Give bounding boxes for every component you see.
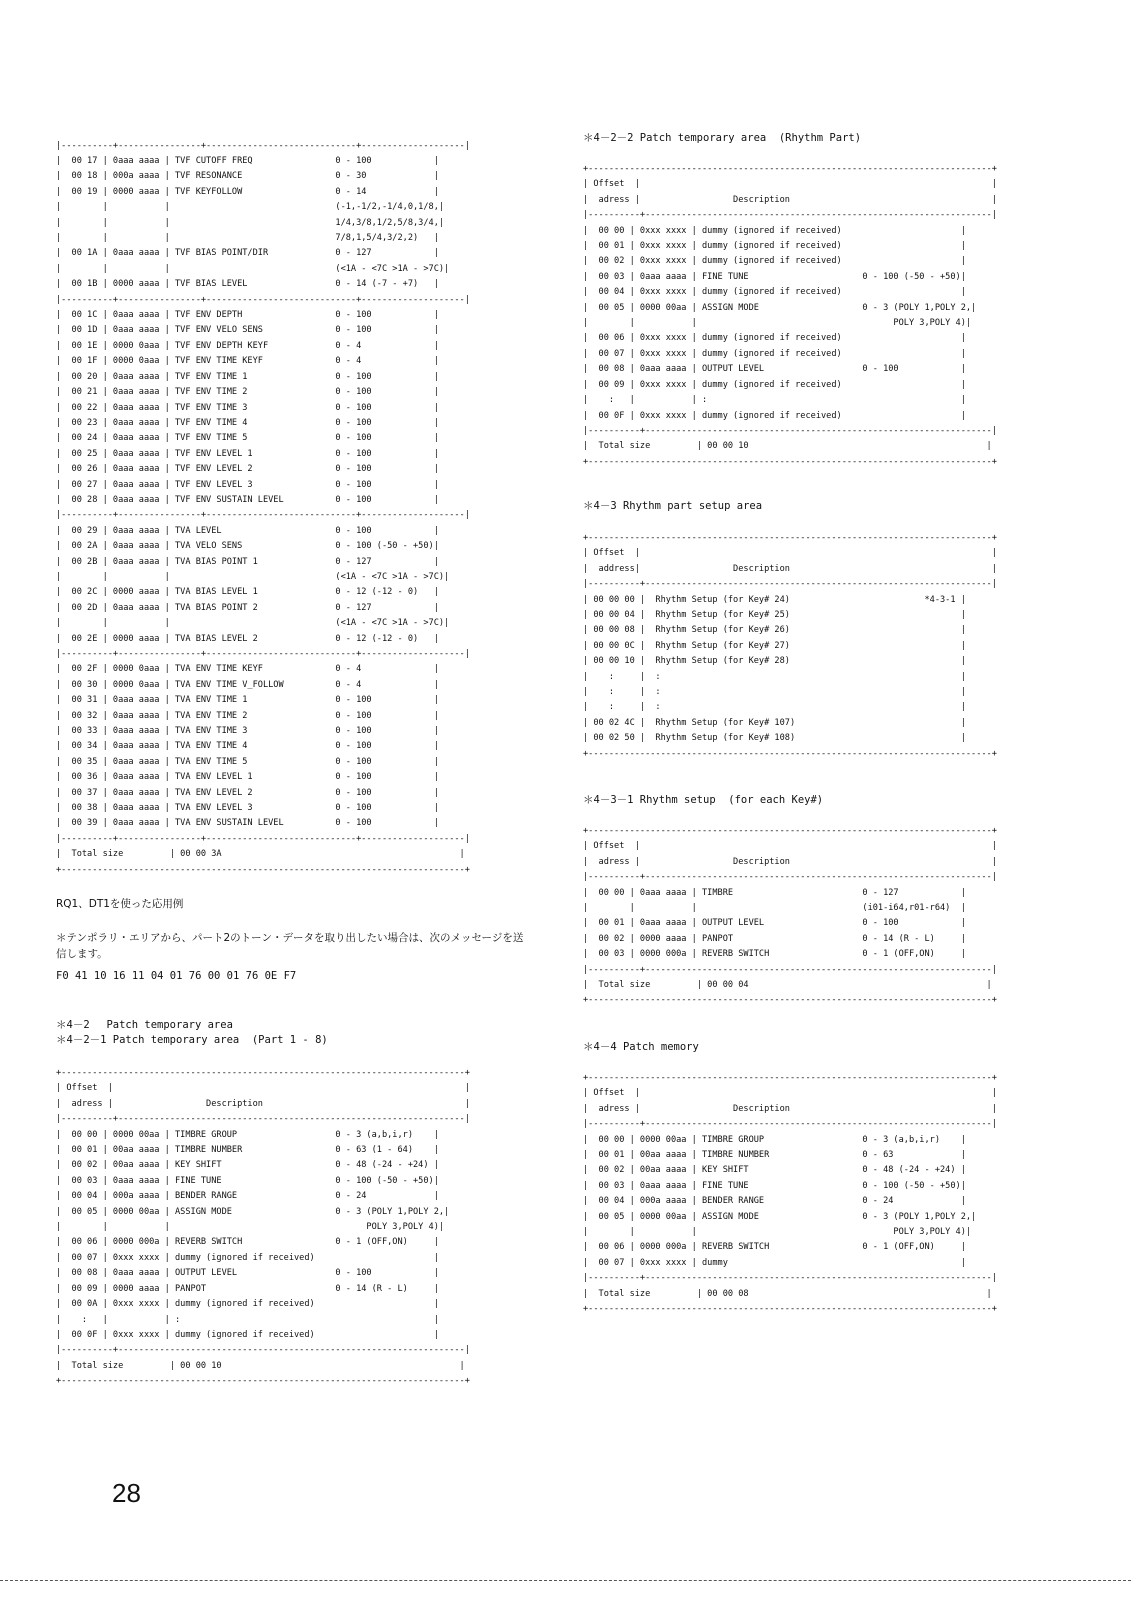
bottom-rule — [0, 1580, 1131, 1581]
section-4-3-title: ＊4－3 Rhythm part setup area — [583, 500, 763, 512]
patch-memory-table: +------------------------------------------------------------------------------+ | Offset | | | adress | Description | |----------+-------------------------------------------------------------------| | 00 00 | 0000 00aa | TIMBRE GROUP 0 - 3 (a,b,i,r) | | 00 01 | 00aa aaaa | TIMBRE NUMBER 0 - 63 | | 00 02 | 00aa aaaa | KEY SHIFT 0 - 48 (-24 - +24) | | 00 03 | 0aaa aaaa | FINE TUNE 0 - 100 (-50 - +50)| | 00 04 | 000a aaaa | BENDER RANGE 0 - 24 | | 00 05 | 0000 00aa | ASSIGN MODE 0 - 3 (POLY 1,POLY 2,| | | | POLY 3,POLY 4)| | 00 06 | 0000 000a | REVERB SWITCH 0 - 1 (OFF,ON) | | 00 07 | 0xxx xxxx | dummy | |----------+-------------------------------------------------------------------| | Total size | 00 00 08 | +------------------------------------------------------------------------------+ — [583, 1073, 997, 1315]
page-number: 28 — [112, 1478, 141, 1508]
section-4-2-title: ＊4－2 Patch temporary area ＊4－2－1 Patch temporary area (Part 1 - 8) — [56, 1019, 328, 1046]
patch-temporary-area-table: +------------------------------------------------------------------------------+ | Offset | | | adress | Description | |----------+-------------------------------------------------------------------| | 00 00 | 0000 00aa | TIMBRE GROUP 0 - 3 (a,b,i,r) | | 00 01 | 00aa aaaa | TIMBRE NUMBER 0 - 63 (1 - 64) | | 00 02 | 00aa aaaa | KEY SHIFT 0 - 48 (-24 - +24) | | 00 03 | 0aaa aaaa | FINE TUNE 0 - 100 (-50 - +50)| | 00 04 | 000a aaaa | BENDER RANGE 0 - 24 | | 00 05 | 0000 00aa | ASSIGN MODE 0 - 3 (POLY 1,POLY 2,| | | | POLY 3,POLY 4)| | 00 06 | 0000 000a | REVERB SWITCH 0 - 1 (OFF,ON) | | 00 07 | 0xxx xxxx | dummy (ignored if received) | | 00 08 | 0aaa aaaa | OUTPUT LEVEL 0 - 100 | | 00 09 | 0000 aaaa | PANPOT 0 - 14 (R - L) | | 00 0A | 0xxx xxxx | dummy (ignored if received) | | : | | : | | 00 0F | 0xxx xxxx | dummy (ignored if received) | |----------+-------------------------------------------------------------------| | Total size | 00 00 10 | +------------------------------------------------------------------------------+ — [56, 1068, 470, 1387]
rhythm-setup-key-table: +------------------------------------------------------------------------------+ | Offset | | | adress | Description | |----------+-------------------------------------------------------------------| | 00 00 | 0aaa aaaa | TIMBRE 0 - 127 | | | | (i01-i64,r01-r64) | | 00 01 | 0aaa aaaa | OUTPUT LEVEL 0 - 100 | | 00 02 | 0000 aaaa | PANPOT 0 - 14 (R - L) | | 00 03 | 0000 000a | REVERB SWITCH 0 - 1 (OFF,ON) | |----------+-------------------------------------------------------------------| | Total size | 00 00 04 | +------------------------------------------------------------------------------+ — [583, 826, 997, 1006]
rhythm-part-temporary-table: +------------------------------------------------------------------------------+ | Offset | | | adress | Description | |----------+-------------------------------------------------------------------| | 00 00 | 0xxx xxxx | dummy (ignored if received) | | 00 01 | 0xxx xxxx | dummy (ignored if received) | | 00 02 | 0xxx xxxx | dummy (ignored if received) | | 00 03 | 0aaa aaaa | FINE TUNE 0 - 100 (-50 - +50)| | 00 04 | 0xxx xxxx | dummy (ignored if received) | | 00 05 | 0000 00aa | ASSIGN MODE 0 - 3 (POLY 1,POLY 2,| | | | POLY 3,POLY 4)| | 00 06 | 0xxx xxxx | dummy (ignored if received) | | 00 07 | 0xxx xxxx | dummy (ignored if received) | | 00 08 | 0aaa aaaa | OUTPUT LEVEL 0 - 100 | | 00 09 | 0xxx xxxx | dummy (ignored if received) | | : | | : | | 00 0F | 0xxx xxxx | dummy (ignored if received) | |----------+-------------------------------------------------------------------| | Total size | 00 00 10 | +------------------------------------------------------------------------------+ — [583, 164, 997, 467]
example-message: F0 41 10 16 11 04 01 76 00 01 76 0E F7 — [56, 970, 297, 982]
section-4-2-2-title: ＊4－2－2 Patch temporary area (Rhythm Part) — [583, 132, 862, 144]
example-title: RQ1、DT1を使った応用例 — [56, 898, 184, 910]
section-4-4-title: ＊4－4 Patch memory — [583, 1041, 699, 1053]
rhythm-setup-area-table: +------------------------------------------------------------------------------+ | Offset | | | address| Description | |----------+-------------------------------------------------------------------| | 00 00 00 | Rhythm Setup (for Key# 24) *4-3-1 | | 00 00 04 | Rhythm Setup (for Key# 25) | | 00 00 08 | Rhythm Setup (for Key# 26) | | 00 00 0C | Rhythm Setup (for Key# 27) | | 00 00 10 | Rhythm Setup (for Key# 28) | | : | : | | : | : | | : | : | | 00 02 4C | Rhythm Setup (for Key# 107) | | 00 02 50 | Rhythm Setup (for Key# 108) | +------------------------------------------------------------------------------+ — [583, 533, 997, 759]
example-text: ＊テンポラリ・エリアから、パート2のトーン・データを取り出したい場合は、次のメッセージを送信します。 — [56, 932, 524, 960]
tvf-tva-parameter-table: |----------+----------------+-----------------------------+--------------------| | 00 17 | 0aaa aaaa | TVF CUTOFF FREQ 0 - 100 | | 00 18 | 000a aaaa | TVF RESONANCE 0 - 30 | | 00 19 | 0000 aaaa | TVF KEYFOLLOW 0 - 14 | | | | (-1,-1/2,-1/4,0,1/8,| | | | 1/4,3/8,1/2,5/8,3/4,| | | | 7/8,1,5/4,3/2,2) | | 00 1A | 0aaa aaaa | TVF BIAS POINT/DIR 0 - 127 | | | | (<1A - <7C >1A - >7C)| | 00 1B | 0000 aaaa | TVF BIAS LEVEL 0 - 14 (-7 - +7) | |----------+----------------+-----------------------------+--------------------| | 00 1C | 0aaa aaaa | TVF ENV DEPTH 0 - 100 | | 00 1D | 0aaa aaaa | TVF ENV VELO SENS 0 - 100 | | 00 1E | 0000 0aaa | TVF ENV DEPTH KEYF 0 - 4 | | 00 1F | 0000 0aaa | TVF ENV TIME KEYF 0 - 4 | | 00 20 | 0aaa aaaa | TVF ENV TIME 1 0 - 100 | | 00 21 | 0aaa aaaa | TVF ENV TIME 2 0 - 100 | | 00 22 | 0aaa aaaa | TVF ENV TIME 3 0 - 100 | | 00 23 | 0aaa aaaa | TVF ENV TIME 4 0 - 100 | | 00 24 | 0aaa aaaa | TVF ENV TIME 5 0 - 100 | | 00 25 | 0aaa aaaa | TVF ENV LEVEL 1 0 - 100 | | 00 26 | 0aaa aaaa | TVF ENV LEVEL 2 0 - 100 | | 00 27 | 0aaa aaaa | TVF ENV LEVEL 3 0 - 100 | | 00 28 | 0aaa aaaa | TVF ENV SUSTAIN LEVEL 0 - 100 | |----------+----------------+-----------------------------+--------------------| | 00 29 | 0aaa aaaa | TVA LEVEL 0 - 100 | | 00 2A | 0aaa aaaa | TVA VELO SENS 0 - 100 (-50 - +50)| | 00 2B | 0aaa aaaa | TVA BIAS POINT 1 0 - 127 | | | | (<1A - <7C >1A - >7C)| | 00 2C | 0000 aaaa | TVA BIAS LEVEL 1 0 - 12 (-12 - 0) | | 00 2D | 0aaa aaaa | TVA BIAS POINT 2 0 - 127 | | | | (<1A - <7C >1A - >7C)| | 00 2E | 0000 aaaa | TVA BIAS LEVEL 2 0 - 12 (-12 - 0) | |----------+----------------+-----------------------------+--------------------| | 00 2F | 0000 0aaa | TVA ENV TIME KEYF 0 - 4 | | 00 30 | 0000 0aaa | TVA ENV TIME V_FOLLOW 0 - 4 | | 00 31 | 0aaa aaaa | TVA ENV TIME 1 0 - 100 | | 00 32 | 0aaa aaaa | TVA ENV TIME 2 0 - 100 | | 00 33 | 0aaa aaaa | TVA ENV TIME 3 0 - 100 | | 00 34 | 0aaa aaaa | TVA ENV TIME 4 0 - 100 | | 00 35 | 0aaa aaaa | TVA ENV TIME 5 0 - 100 | | 00 36 | 0aaa aaaa | TVA ENV LEVEL 1 0 - 100 | | 00 37 | 0aaa aaaa | TVA ENV LEVEL 2 0 - 100 | | 00 38 | 0aaa aaaa | TVA ENV LEVEL 3 0 - 100 | | 00 39 | 0aaa aaaa | TVA ENV SUSTAIN LEVEL 0 - 100 | |----------+----------------+-----------------------------+--------------------| | Total size | 00 00 3A | +------------------------------------------------------------------------------+ — [56, 140, 470, 875]
section-4-3-1-title: ＊4－3－1 Rhythm setup (for each Key#) — [583, 794, 824, 806]
